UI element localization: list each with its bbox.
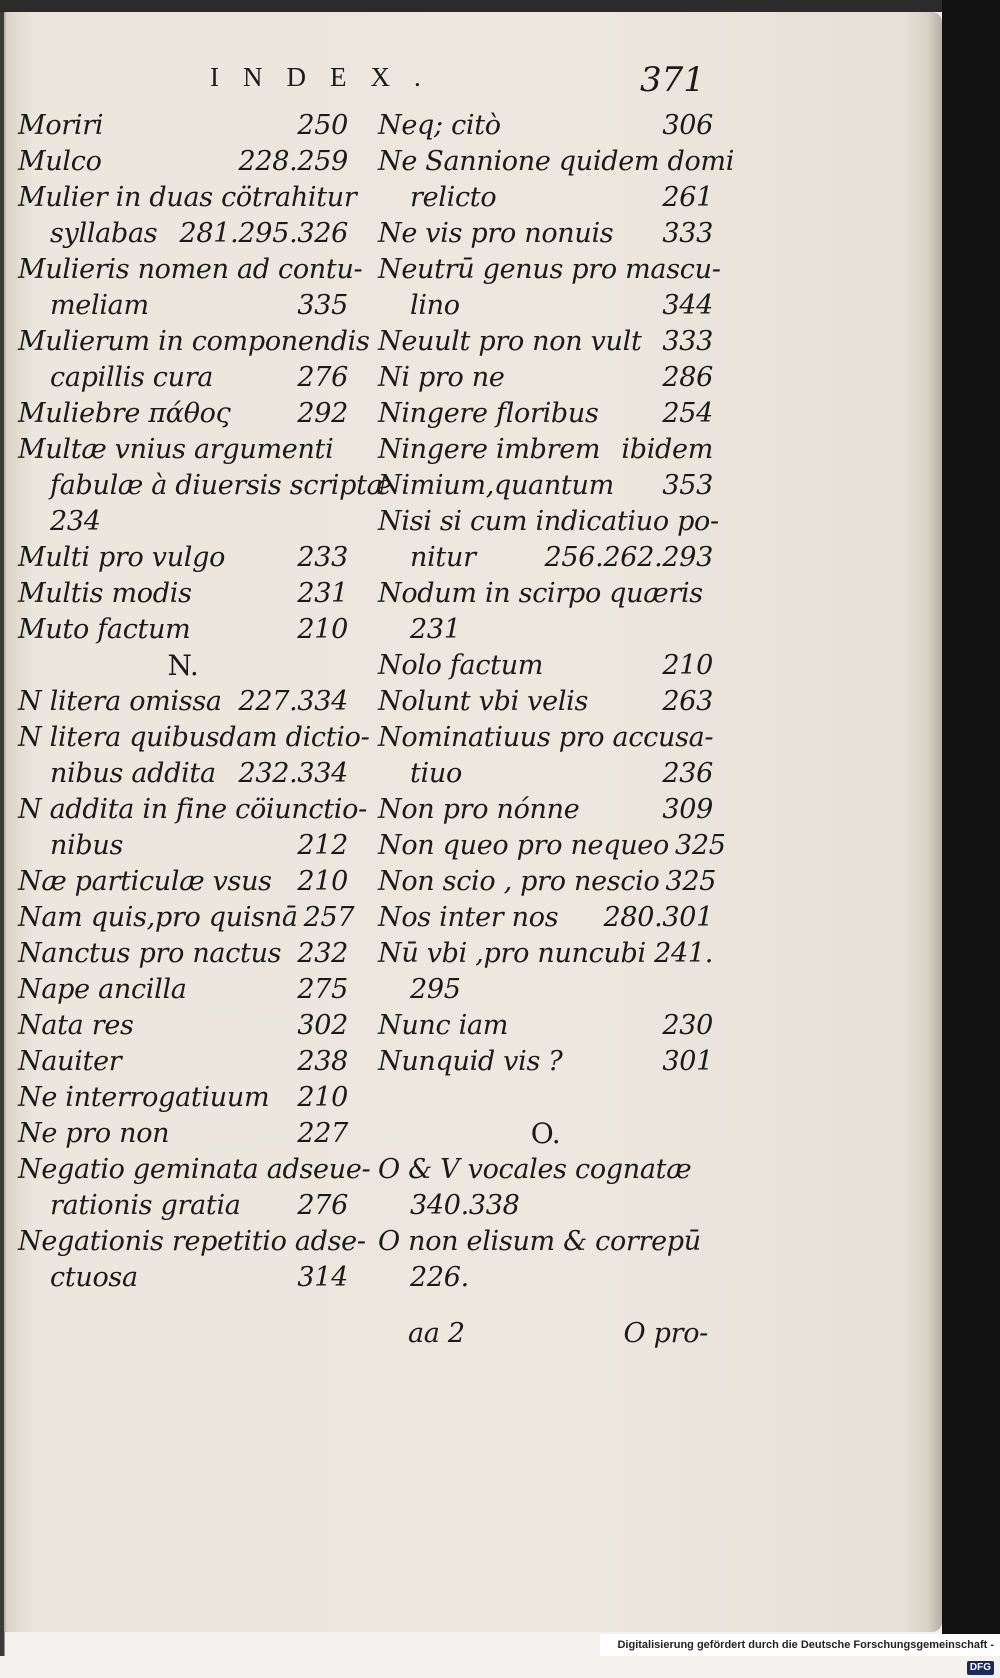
index-entry xyxy=(18,1188,348,1224)
index-entry xyxy=(378,504,719,540)
index-term: Neutrū genus pro mascu- xyxy=(378,254,721,285)
index-term: Multis modis xyxy=(18,578,192,609)
index-entry xyxy=(378,1224,713,1260)
index-entry xyxy=(378,144,735,180)
index-pages: 263 xyxy=(662,686,713,717)
index-entry xyxy=(378,1188,713,1224)
index-entry xyxy=(18,396,348,432)
index-entry xyxy=(18,216,348,252)
index-pages xyxy=(366,1224,372,1260)
index-term: Nimium,quantum xyxy=(378,470,614,501)
page-header-title: INDEX. xyxy=(210,62,445,92)
index-pages: 232.334 xyxy=(238,758,348,789)
index-term: nibus xyxy=(50,830,124,861)
index-term: Mulco xyxy=(18,146,102,177)
index-entry xyxy=(378,288,713,324)
index-term: nibus addita xyxy=(50,758,216,789)
index-term: 340.338 xyxy=(410,1190,520,1221)
index-entry xyxy=(18,612,348,648)
index-pages: 210 xyxy=(297,614,348,645)
index-term: syllabas xyxy=(50,218,158,249)
index-term: Mulieris nomen ad contu- xyxy=(18,254,363,285)
index-entry xyxy=(18,1224,366,1260)
index-term: Mulierum in componendis xyxy=(18,326,370,357)
index-entry xyxy=(378,900,713,936)
letter-heading xyxy=(378,1116,713,1152)
catchword: O pro- xyxy=(623,1318,708,1349)
index-entry xyxy=(18,1008,348,1044)
index-pages: 257 xyxy=(303,902,355,933)
spacer xyxy=(378,1080,713,1116)
index-term: Ni pro ne xyxy=(378,362,505,393)
index-entry xyxy=(378,1260,713,1296)
index-term: N litera omissa xyxy=(18,686,222,717)
index-term: relicto xyxy=(410,182,497,213)
index-pages: 232 xyxy=(297,938,348,969)
index-pages: 254 xyxy=(662,398,713,429)
index-pages xyxy=(342,504,348,540)
index-pages xyxy=(713,720,719,756)
index-entry xyxy=(378,936,713,972)
index-entry xyxy=(18,252,363,288)
index-term: Nanctus pro nactus xyxy=(18,938,282,969)
index-entry xyxy=(378,1044,713,1080)
index-entry xyxy=(18,1080,348,1116)
index-term: 234 xyxy=(50,506,101,537)
index-term: Nunc iam xyxy=(378,1010,509,1041)
index-entry xyxy=(18,756,348,792)
index-pages: 302 xyxy=(297,1010,348,1041)
letter-heading-text: O. xyxy=(530,1117,561,1150)
index-entry xyxy=(378,324,713,360)
index-entry xyxy=(378,180,713,216)
index-entry xyxy=(18,864,348,900)
index-entry xyxy=(18,180,357,216)
index-pages: 227.334 xyxy=(238,686,348,717)
index-term: Multi pro vulgo xyxy=(18,542,226,573)
index-pages xyxy=(707,972,713,1008)
index-term: Ne pro non xyxy=(18,1118,170,1149)
index-term: rationis gratia xyxy=(50,1190,241,1221)
index-term: Næ particulæ vsus xyxy=(18,866,272,897)
index-pages xyxy=(707,1224,713,1260)
index-term: Nolo factum xyxy=(378,650,544,681)
index-pages: 314 xyxy=(297,1262,348,1293)
index-entry xyxy=(18,432,348,468)
index-entry xyxy=(378,684,713,720)
letter-heading-text: N. xyxy=(167,649,199,682)
index-term: Moriri xyxy=(18,110,104,141)
index-pages xyxy=(367,792,373,828)
index-entry xyxy=(378,108,713,144)
index-entry xyxy=(18,828,348,864)
index-entry xyxy=(18,504,348,540)
index-entry xyxy=(18,1152,371,1188)
index-term: Non queo pro nequeo xyxy=(378,830,669,861)
index-term: Ningere imbrem xyxy=(378,434,601,465)
index-entry xyxy=(18,288,348,324)
index-pages: 286 xyxy=(662,362,713,393)
index-entry xyxy=(378,612,713,648)
index-pages: 236 xyxy=(662,758,713,789)
index-pages: 210 xyxy=(297,1082,348,1113)
index-entry xyxy=(378,396,713,432)
index-pages xyxy=(707,1260,713,1296)
index-pages: 210 xyxy=(297,866,348,897)
index-pages: ibidem xyxy=(621,434,713,465)
index-term: Nunquid vis ? xyxy=(378,1046,563,1077)
index-pages xyxy=(370,1152,376,1188)
index-entry xyxy=(18,540,348,576)
index-pages: 280.301 xyxy=(603,902,713,933)
index-pages: 325 xyxy=(665,866,717,897)
index-pages: 210 xyxy=(662,650,713,681)
index-term: tiuo xyxy=(410,758,462,789)
index-pages: 233 xyxy=(297,542,348,573)
index-entry xyxy=(378,1152,713,1188)
index-term: O & V vocales cognatæ xyxy=(378,1154,692,1185)
index-term: Neq; citò xyxy=(378,110,501,141)
index-term: nitur xyxy=(410,542,476,573)
index-pages: 276 xyxy=(297,1190,348,1221)
index-pages: 344 xyxy=(662,290,713,321)
index-column-right xyxy=(378,108,735,1296)
index-term: Multæ vnius argumenti xyxy=(18,434,334,465)
index-entry xyxy=(18,936,348,972)
index-pages: 276 xyxy=(297,362,348,393)
index-term: N litera quibusdam dictio- xyxy=(18,722,370,753)
index-entry xyxy=(378,252,721,288)
index-term: Nam quis,pro quisnā xyxy=(18,902,298,933)
index-term: 231 xyxy=(410,614,461,645)
page-edge-shade xyxy=(928,12,942,1632)
index-term: Nos inter nos xyxy=(378,902,559,933)
index-term: 226. xyxy=(410,1262,469,1293)
digitization-credit xyxy=(600,1634,1000,1673)
index-pages: 333 xyxy=(662,326,713,357)
index-term: Mulier in duas cötrahitur xyxy=(18,182,357,213)
index-entry xyxy=(378,648,713,684)
index-pages xyxy=(707,1152,713,1188)
index-term: 295 xyxy=(410,974,461,1005)
index-term: Nū vbi ,pro nuncubi xyxy=(378,938,646,969)
index-pages: 335 xyxy=(297,290,348,321)
index-entry xyxy=(18,324,370,360)
index-pages xyxy=(721,252,727,288)
index-term: meliam xyxy=(50,290,149,321)
index-term: Nolunt vbi velis xyxy=(378,686,589,717)
index-term: Nominatiuus pro accusa- xyxy=(378,722,714,753)
index-pages: 228.259 xyxy=(238,146,348,177)
index-pages: 353 xyxy=(662,470,713,501)
index-entry xyxy=(18,1044,348,1080)
index-pages xyxy=(734,144,740,180)
index-pages: 281.295.326 xyxy=(179,218,348,249)
index-pages: 261 xyxy=(662,182,713,213)
index-term: Ne interrogatiuum xyxy=(18,1082,270,1113)
index-pages: 231 xyxy=(297,578,348,609)
index-entry xyxy=(18,720,370,756)
index-entry xyxy=(378,864,717,900)
index-term: Negationis repetitio adse- xyxy=(18,1226,366,1257)
index-entry xyxy=(378,468,713,504)
index-term: Non scio , pro nescio xyxy=(378,866,660,897)
index-term: Neuult pro non vult xyxy=(378,326,642,357)
index-entry xyxy=(18,144,348,180)
index-entry xyxy=(18,468,392,504)
index-pages: 333 xyxy=(662,218,713,249)
index-pages xyxy=(370,324,376,360)
index-entry xyxy=(378,972,713,1008)
index-entry xyxy=(378,828,726,864)
index-pages xyxy=(707,576,713,612)
index-entry xyxy=(378,720,713,756)
index-term: Ningere floribus xyxy=(378,398,599,429)
dfg-logo: DFG xyxy=(967,1661,994,1675)
index-pages: 227 xyxy=(297,1118,348,1149)
index-pages xyxy=(342,432,348,468)
page-number: 371 xyxy=(640,60,705,100)
index-pages: 256.262.293 xyxy=(544,542,713,573)
page-footer xyxy=(408,1316,708,1352)
index-entry xyxy=(378,432,713,468)
credit-text: Digitalisierung gefördert durch die Deutsche Forschungsgemeinschaft - xyxy=(617,1639,994,1651)
index-entry xyxy=(18,972,348,1008)
index-term: Muliebre πάθος xyxy=(18,398,231,429)
index-term: Ne vis pro nonuis xyxy=(378,218,614,249)
index-term: Nodum in scirpo quæris xyxy=(378,578,703,609)
index-pages: 212 xyxy=(297,830,348,861)
index-pages: 250 xyxy=(297,110,348,141)
index-term: O non elisum & correpū xyxy=(378,1226,701,1257)
index-pages xyxy=(362,252,368,288)
index-pages: 301 xyxy=(662,1046,713,1077)
index-entry xyxy=(18,1116,348,1152)
index-term: Nisi si cum indicatiuo po- xyxy=(378,506,719,537)
index-term: Nape ancilla xyxy=(18,974,187,1005)
index-entry xyxy=(18,900,355,936)
index-entry xyxy=(378,540,713,576)
index-term: lino xyxy=(410,290,460,321)
index-entry xyxy=(18,360,348,396)
scan-right-edge xyxy=(942,0,1000,1656)
letter-heading xyxy=(18,648,348,684)
index-pages xyxy=(357,180,363,216)
index-entry xyxy=(18,792,367,828)
index-entry xyxy=(18,684,348,720)
index-entry xyxy=(18,108,348,144)
index-term: Nata res xyxy=(18,1010,134,1041)
signature-mark: aa 2 xyxy=(408,1318,465,1349)
index-entry xyxy=(378,756,713,792)
index-entry xyxy=(18,1260,348,1296)
index-entry xyxy=(18,576,348,612)
index-pages: 241. xyxy=(654,938,713,969)
index-pages xyxy=(719,504,725,540)
index-entry xyxy=(378,360,713,396)
index-pages: 292 xyxy=(297,398,348,429)
index-term: Negatio geminata adseue- xyxy=(18,1154,371,1185)
index-entry xyxy=(378,1008,713,1044)
index-pages: 275 xyxy=(297,974,348,1005)
index-pages xyxy=(707,612,713,648)
index-pages: 325 xyxy=(674,830,726,861)
index-entry xyxy=(378,216,713,252)
index-term: ctuosa xyxy=(50,1262,138,1293)
index-pages xyxy=(369,720,375,756)
index-pages xyxy=(707,1188,713,1224)
index-term: Nauiter xyxy=(18,1046,122,1077)
index-term: capillis cura xyxy=(50,362,214,393)
index-entry xyxy=(378,792,713,828)
index-term: Muto factum xyxy=(18,614,191,645)
index-term: Non pro nónne xyxy=(378,794,580,825)
index-term: Ne Sannione quidem domi xyxy=(378,146,735,177)
index-term: N addita in fine cöiunctio- xyxy=(18,794,367,825)
index-pages: 238 xyxy=(297,1046,348,1077)
index-pages: 230 xyxy=(662,1010,713,1041)
index-entry xyxy=(378,576,713,612)
index-pages: 306 xyxy=(662,110,713,141)
index-column-left xyxy=(18,108,392,1296)
index-pages: 309 xyxy=(662,794,713,825)
index-term: fabulæ à diuersis scriptæ xyxy=(50,470,392,501)
scan-top-edge xyxy=(0,0,1000,12)
